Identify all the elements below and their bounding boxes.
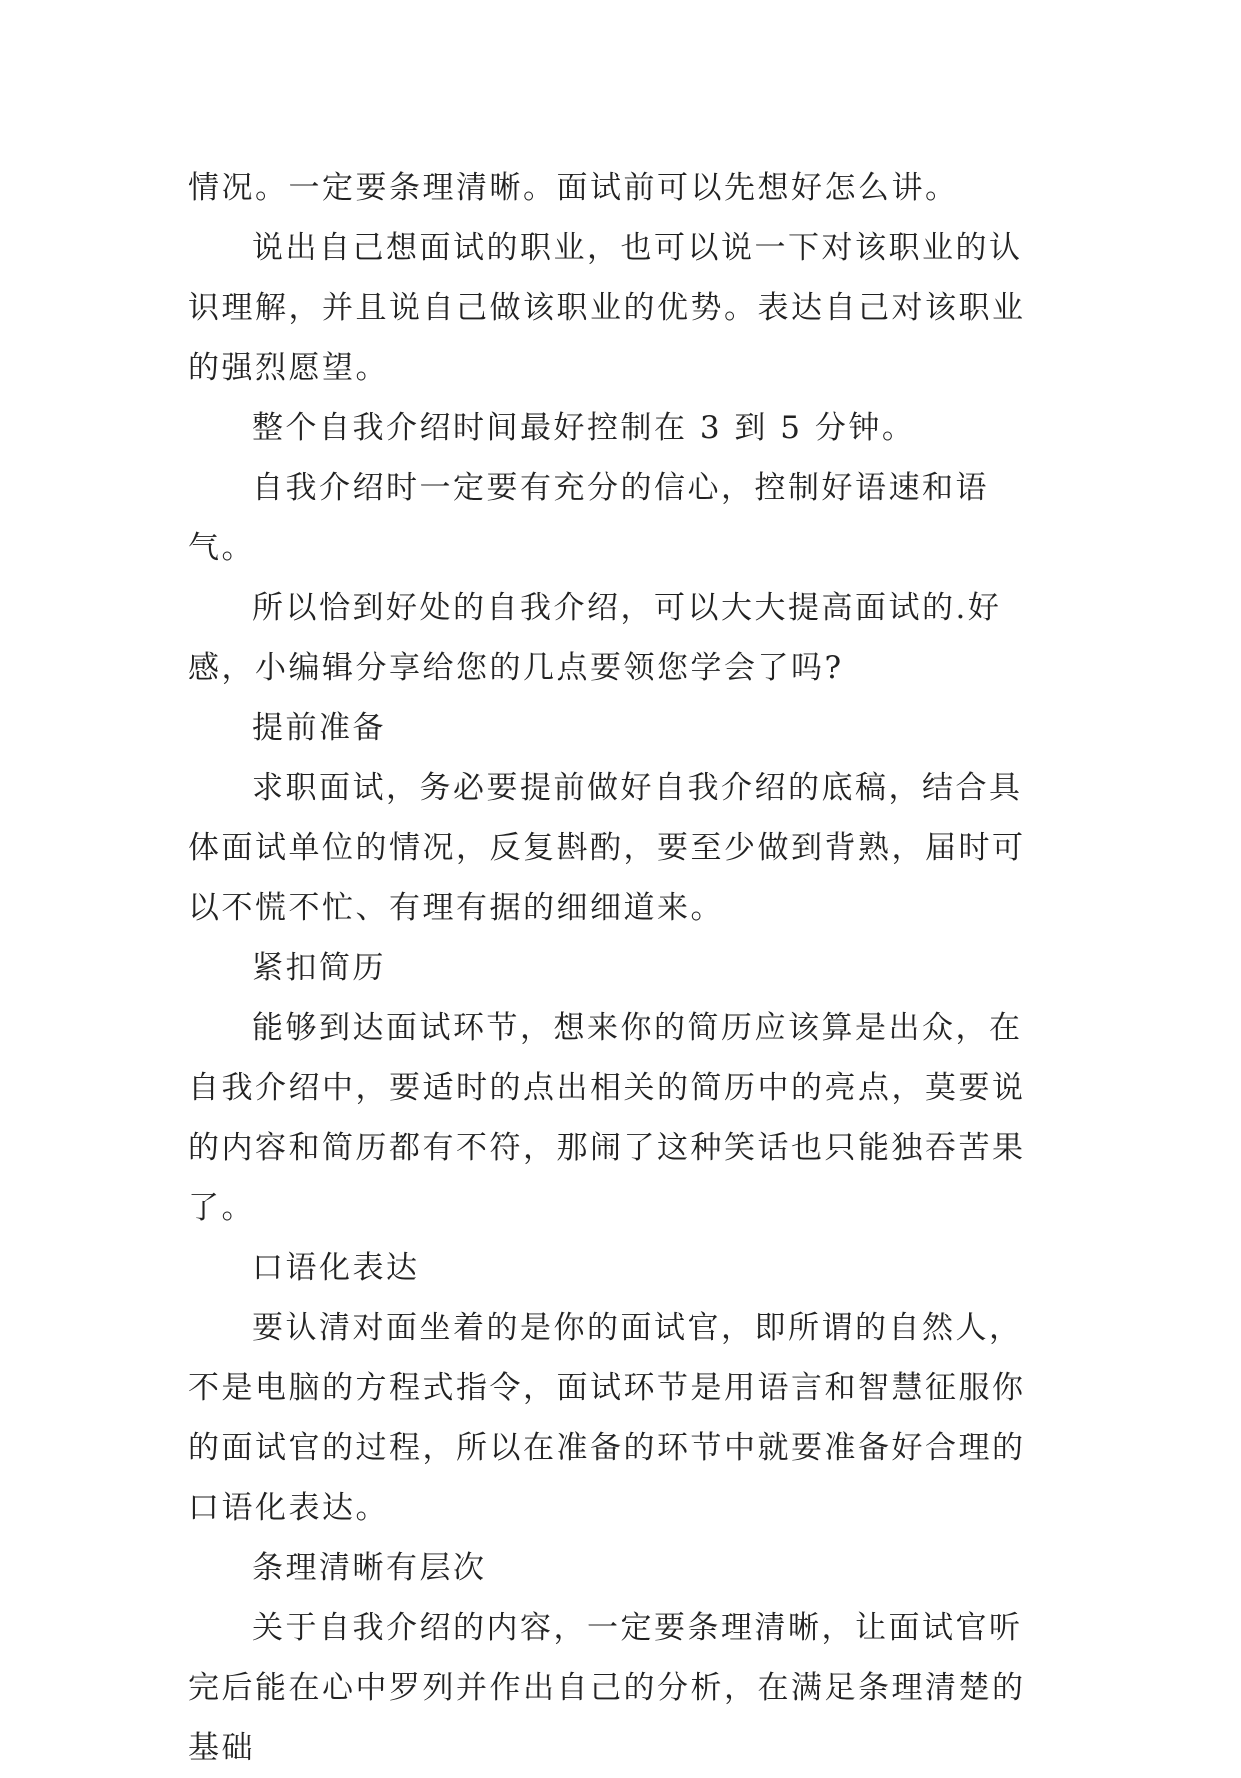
paragraph: 所以恰到好处的自我介绍，可以大大提高面试的.好感，小编辑分享给您的几点要领您学会了吗? xyxy=(188,590,1002,686)
section-heading: 紧扣简历 xyxy=(252,950,386,986)
section-heading: 条理清晰有层次 xyxy=(252,1550,487,1586)
paragraph: 说出自己想面试的职业，也可以说一下对该职业的认识理解，并且说自己做该职业的优势。表达自己对该职业的强烈愿望。 xyxy=(188,230,1026,386)
paragraph: 整个自我介绍时间最好控制在 3 到 5 分钟。 xyxy=(252,410,916,446)
paragraph: 求职面试，务必要提前做好自我介绍的底稿，结合具体面试单位的情况，反复斟酌，要至少做到背熟，届时可以不慌不忙、有理有据的细细道来。 xyxy=(188,770,1026,926)
section-heading: 提前准备 xyxy=(252,710,386,746)
paragraph: 要认清对面坐着的是你的面试官，即所谓的自然人，不是电脑的方程式指令，面试环节是用语言和智慧征服你的面试官的过程，所以在准备的环节中就要准备好合理的口语化表达。 xyxy=(188,1310,1026,1526)
paragraph: 关于自我介绍的内容，一定要条理清晰，让面试官听完后能在心中罗列并作出自己的分析，在满足条理清楚的基础 xyxy=(188,1610,1026,1766)
paragraph: 情况。一定要条理清晰。面试前可以先想好怎么讲。 xyxy=(188,170,959,206)
paragraph: 自我介绍时一定要有充分的信心，控制好语速和语气。 xyxy=(188,470,989,566)
document-body xyxy=(188,158,1052,1778)
paragraph: 能够到达面试环节，想来你的简历应该算是出众，在自我介绍中，要适时的点出相关的简历中的亮点，莫要说的内容和简历都有不符，那闹了这种笑话也只能独吞苦果了。 xyxy=(188,1010,1026,1226)
section-heading: 口语化表达 xyxy=(252,1250,420,1286)
